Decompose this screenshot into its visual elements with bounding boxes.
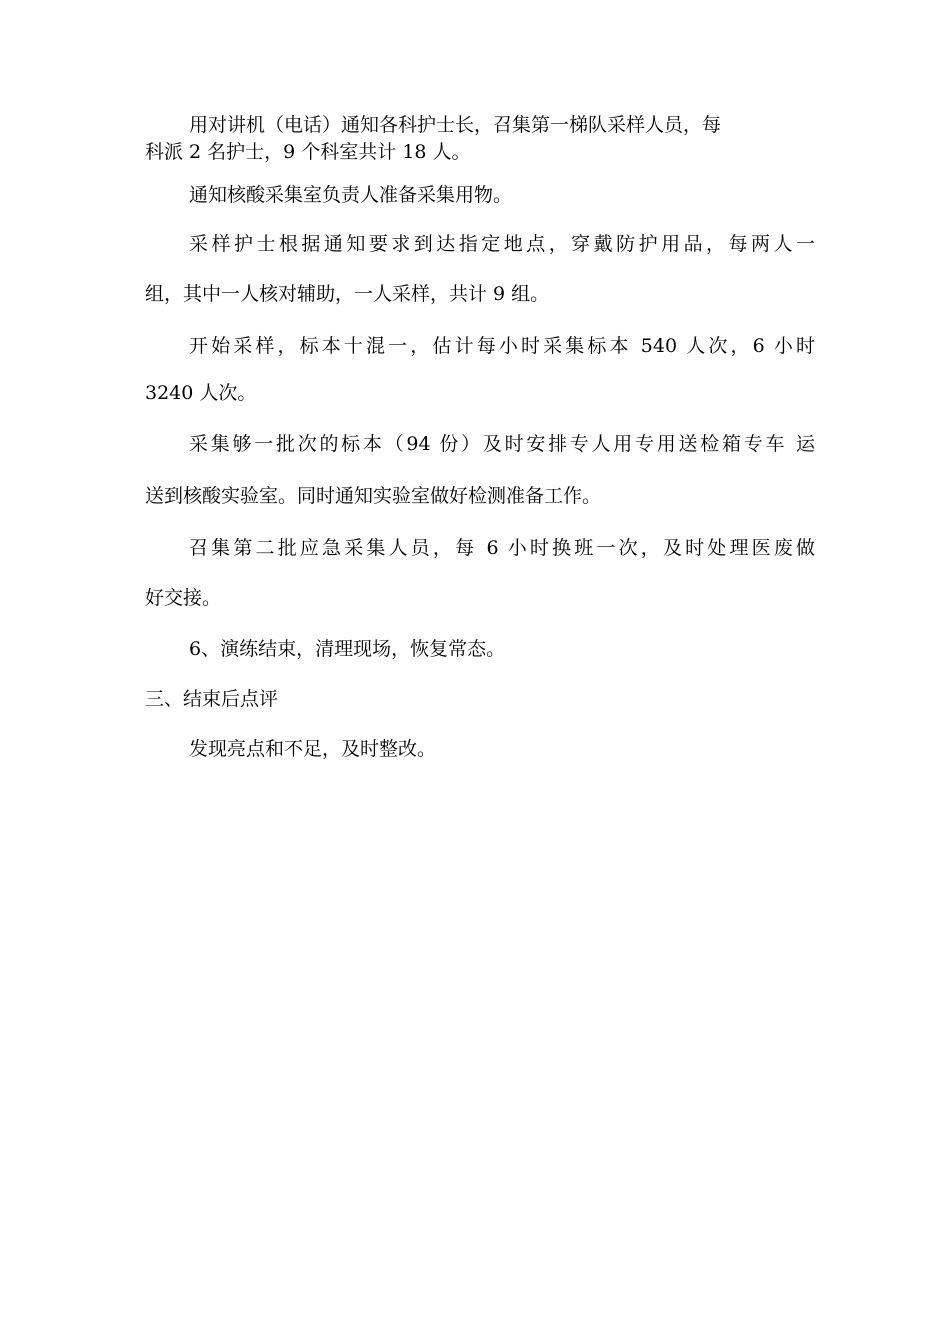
paragraph-line-drill-end: 6、演练结束，清理现场，恢复常态。 [189,638,506,660]
paragraph-line-start-sampling-cont: 3240 人次。 [145,382,257,404]
paragraph-line-second-batch-cont: 好交接。 [145,587,222,609]
paragraph-line-transport-samples-cont: 送到核酸实验室。同时通知实验室做好检测准备工作。 [145,485,602,507]
paragraph-line-notify-head-nurses-cont: 科派 2 名护士，9 个科室共计 18 人。 [145,141,471,163]
paragraph-line-sampling-nurses-cont: 组，其中一人核对辅助，一人采样，共计 9 组。 [145,283,550,305]
paragraph-line-sampling-nurses: 采样护士根据通知要求到达指定地点，穿戴防护用品，每两人一 [189,233,815,255]
paragraph-line-start-sampling: 开始采样，标本十混一，估计每小时采集标本 540 人次，6 小时 [189,335,815,357]
paragraph-line-second-batch: 召集第二批应急采集人员，每 6 小时换班一次，及时处理医废做 [189,537,815,559]
paragraph-line-prepare-supplies: 通知核酸采集室负责人准备采集用物。 [189,184,513,206]
paragraph-line-transport-samples: 采集够一批次的标本（94 份）及时安排专人用专用送检箱专车 运 [189,433,815,455]
paragraph-line-review-findings: 发现亮点和不足，及时整改。 [189,738,437,760]
paragraph-line-notify-head-nurses: 用对讲机（电话）通知各科护士长，召集第一梯队采样人员，每 [189,114,722,136]
section-heading-review: 三、结束后点评 [145,688,279,710]
